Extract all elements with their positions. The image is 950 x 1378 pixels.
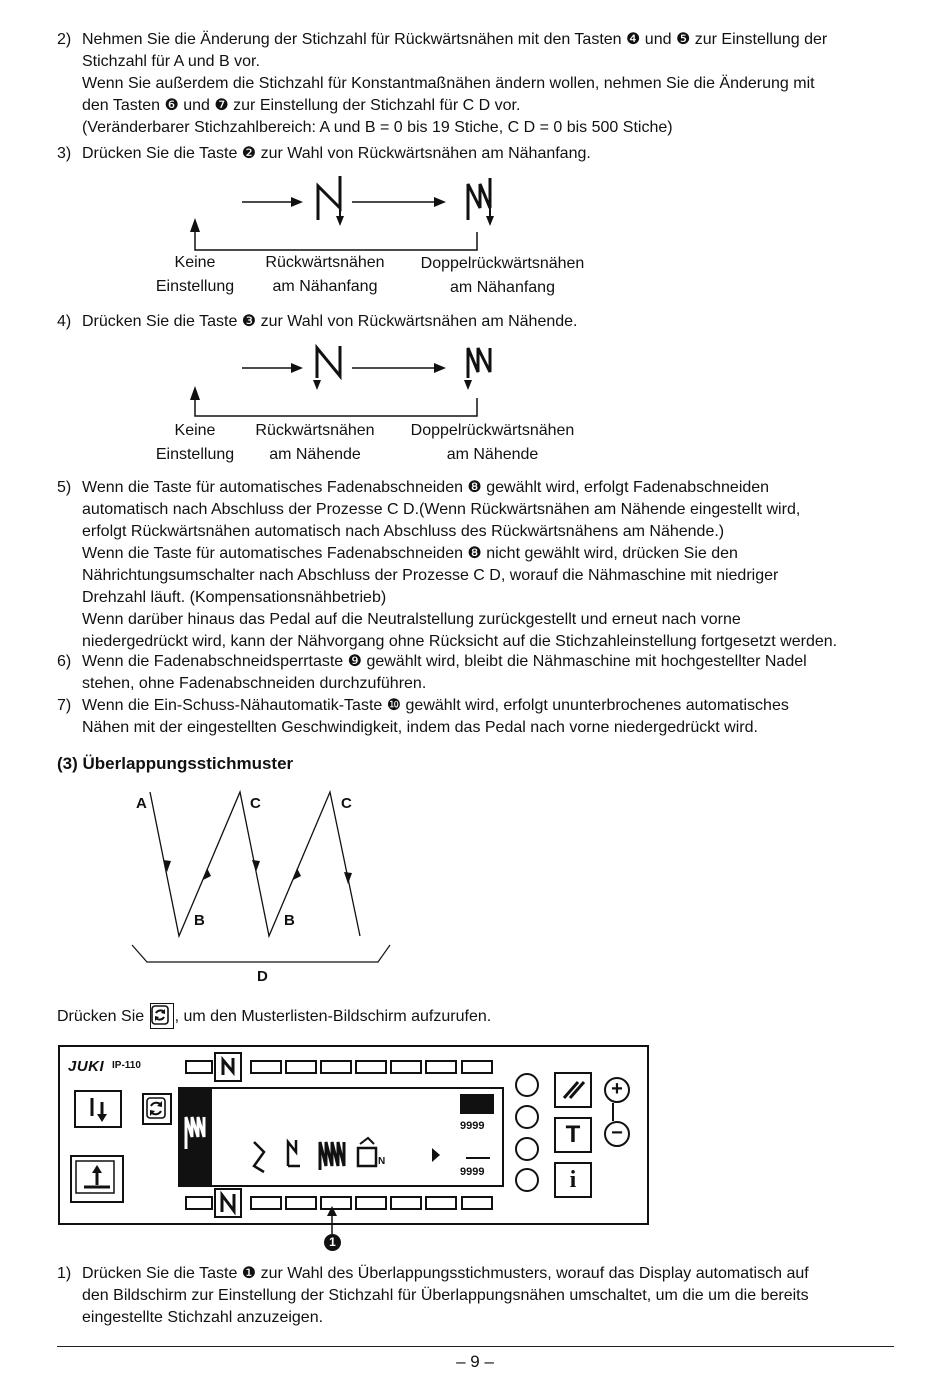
point-label-d: D [257, 968, 268, 985]
text-line: Wenn die Taste für automatisches Fadenabschneiden ❽ nicht gewählt wird, drücken Sie den [82, 545, 738, 562]
point-label-c: C [250, 795, 261, 812]
text-line: Nährichtungsumschalter nach Abschluss der Prozesse C D, worauf die Nähmaschine mit niedriger [82, 567, 779, 584]
step-number: 1) [57, 1265, 72, 1282]
text-line: Drücken Sie die Taste ❸ zur Wahl von Rückwärtsnähen am Nähende. [82, 313, 578, 330]
text-line: stehen, ohne Fadenabschneiden durchzuführen. [82, 675, 427, 692]
counter-value-1: 9999 [460, 1120, 485, 1132]
step-number: 6) [57, 653, 72, 670]
text-line: eingestellte Stichzahl anzuzeigen. [82, 1309, 324, 1326]
diagram2-label-none: Keine Einstellung [155, 422, 235, 463]
point-label-a: A [136, 795, 147, 812]
text-line: den Tasten ❻ und ❼ zur Einstellung der Stichzahl für C D vor. [82, 97, 521, 114]
text-line: (Veränderbarer Stichzahlbereich: A und B = 0 bis 19 Stiche, C D = 0 bis 500 Stiche) [82, 119, 673, 136]
minus-key[interactable]: − [604, 1121, 630, 1147]
text-line: Drehzahl läuft. (Kompensationsnähbetrieb) [82, 589, 387, 606]
counter-value-2: 9999 [460, 1166, 485, 1178]
model-label: IP-110 [112, 1060, 141, 1071]
text-line: Drücken Sie die Taste ❷ zur Wahl von Rückwärtsnähen am Nähanfang. [82, 145, 591, 162]
text-line: Nähen mit der eingestellten Geschwindigkeit, indem das Pedal nach vorne niedergedrückt wird. [82, 719, 758, 736]
text-line: Wenn die Taste für automatisches Fadenabschneiden ❽ gewählt wird, erfolgt Fadenabschneiden [82, 479, 770, 496]
step-number: 5) [57, 479, 72, 496]
diagram1-label-double: Doppelrückwärtsnähen am Nähanfang [420, 255, 585, 296]
step-number: 2) [57, 31, 72, 48]
tension-key[interactable]: T [554, 1117, 592, 1153]
diagram1-label-none: Keine Einstellung [155, 254, 235, 295]
callout-number: 1 [324, 1234, 341, 1251]
plus-key[interactable]: + [604, 1077, 630, 1103]
press-text-before: Drücken Sie [57, 1008, 145, 1025]
text-line: Nehmen Sie die Änderung der Stichzahl für Rückwärtsnähen mit den Tasten ❹ und ❺ zur Einstellung der [82, 31, 828, 48]
page-number: – 9 – [456, 1352, 494, 1371]
text-line: Wenn die Ein-Schuss-Nähautomatik-Taste ❿ gewählt wird, erfolgt ununterbrochenes automatisches [82, 697, 789, 714]
point-label-b: B [284, 912, 295, 929]
text-line: den Bildschirm zur Einstellung der Stichzahl für Überlappungsnähen umschaltet, um die um die bereits [82, 1287, 809, 1304]
step-1 [57, 1263, 897, 1329]
section-heading: (3) Überlappungsstichmuster [57, 754, 294, 773]
text-line: erfolgt Rückwärtsnähen automatisch nach Abschluss des Rückwärtsnähens am Nähende.) [82, 523, 725, 540]
point-label-c: C [341, 795, 352, 812]
diagram1-label-reverse: Rückwärtsnähen am Nähanfang [265, 254, 385, 295]
text-line: Wenn Sie außerdem die Stichzahl für Konstantmaßnähen ändern wollen, nehmen Sie die Änderung mit [82, 75, 815, 92]
text-line: automatisch nach Abschluss der Prozesse C D.(Wenn Rückwärtsnähen am Nähende eingestellt wird, [82, 501, 801, 518]
text-line: niedergedrückt wird, kann der Nähvorgang ohne Rücksicht auf die Stichzahleinstellung fortgesetzt werden. [82, 633, 838, 650]
step-number: 4) [57, 313, 72, 330]
footer-rule [57, 1346, 894, 1347]
text-line: Wenn die Fadenabschneidsperrtaste ❾ gewählt wird, bleibt die Nähmaschine mit hochgestellter Nadel [82, 653, 807, 670]
text-line: Stichzahl für A und B vor. [82, 53, 260, 70]
info-key[interactable]: i [554, 1162, 592, 1198]
svg-text:N: N [378, 1156, 386, 1167]
diagram2-label-reverse: Rückwärtsnähen am Nähende [255, 422, 375, 463]
juki-logo: JUKI [68, 1058, 105, 1075]
press-text-after: , um den Musterlisten-Bildschirm aufzurufen. [174, 1008, 492, 1025]
text-line: Drücken Sie die Taste ❶ zur Wahl des Überlappungsstichmusters, worauf das Display automatisch auf [82, 1265, 809, 1282]
text-line: Wenn darüber hinaus das Pedal auf die Neutralstellung zurückgestellt und erneut nach vorne [82, 611, 741, 628]
step-number: 3) [57, 145, 72, 162]
diagram2-label-double: Doppelrückwärtsnähen am Nähende [410, 422, 575, 463]
step-number: 7) [57, 697, 72, 714]
point-label-b: B [194, 912, 205, 929]
